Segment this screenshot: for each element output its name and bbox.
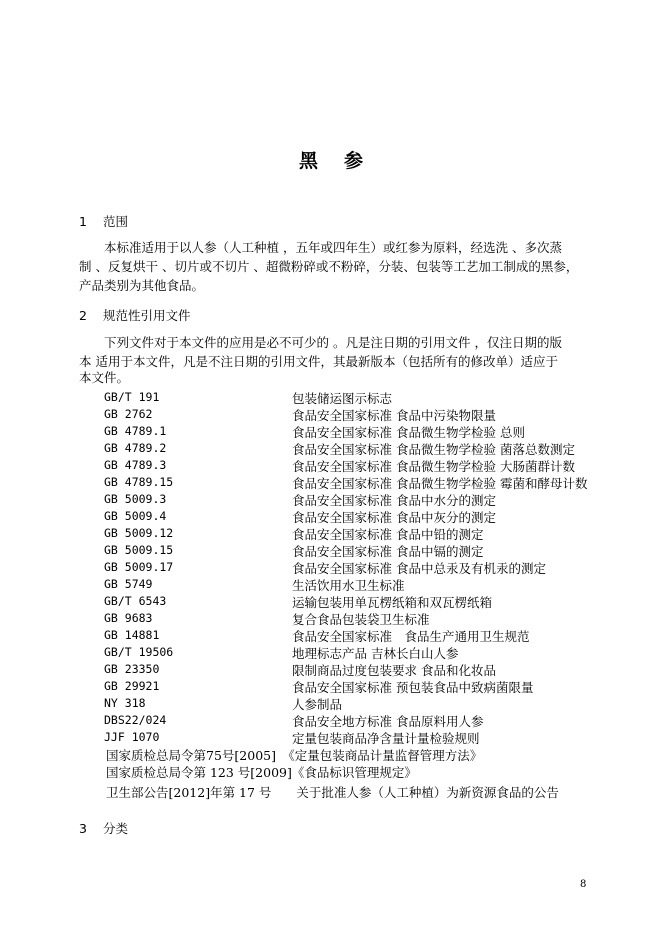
reference-title: 食品安全地方标准 食品原料用人参	[292, 714, 484, 729]
reference-title: 食品安全国家标准 食品中镉的测定	[292, 544, 484, 559]
reference-title: 人参制品	[292, 697, 343, 712]
reference-row	[0, 729, 662, 746]
reference-title: 复合食品包装袋卫生标准	[292, 612, 430, 627]
paragraph-line: 本文件。	[79, 370, 130, 385]
reference-row	[0, 440, 662, 457]
decree-text: 国家质检总局令第75号[2005] 《定量包装商品计量监督管理方法》	[106, 748, 483, 763]
reference-row	[0, 627, 662, 644]
decree-text: 国家质检总局令第 123 号[2009]《食品标识管理规定》	[106, 765, 417, 780]
reference-code: GB 4789.1	[104, 424, 167, 438]
reference-code: GB/T 6543	[104, 594, 167, 608]
reference-code: GB 23350	[104, 662, 160, 676]
section-title: 规范性引用文件	[103, 308, 191, 323]
reference-code: DBS22/024	[104, 713, 167, 727]
reference-code: GB/T 19506	[104, 645, 174, 659]
reference-code: NY 318	[104, 696, 146, 710]
reference-title: 生活饮用水卫生标准	[292, 578, 405, 593]
reference-code: GB/T 191	[104, 390, 160, 404]
reference-row	[0, 508, 662, 525]
section-number: 3	[79, 821, 87, 836]
reference-title: 食品安全国家标准 食品中污染物限量	[292, 408, 496, 423]
reference-title: 食品安全国家标准 食品微生物学检验 菌落总数测定	[292, 442, 575, 457]
reference-row	[0, 525, 662, 542]
section-heading-scope	[79, 212, 128, 230]
reference-row	[0, 406, 662, 423]
scope-paragraph	[79, 238, 609, 295]
reference-code: GB 5749	[104, 577, 153, 591]
paragraph-line: 本 适用于本文件，凡是不注日期的引用文件，其最新版本（包括所有的修改单）适应于	[79, 354, 558, 369]
reference-title: 食品安全国家标准 食品微生物学检验 大肠菌群计数	[292, 459, 575, 474]
reference-row	[0, 457, 662, 474]
reference-code: GB 5009.12	[104, 526, 174, 540]
reference-title: 定量包装商品净含量计量检验规则	[292, 731, 480, 746]
section-heading-classification	[79, 819, 128, 837]
reference-code: GB 9683	[104, 611, 153, 625]
reference-code: GB 5009.3	[104, 492, 167, 506]
reference-title: 食品安全国家标准 食品中总汞及有机汞的测定	[292, 561, 546, 576]
paragraph-line: 下列文件对于本文件的应用是必不可少的 。凡是注日期的引用文件 ，仅注日期的版	[104, 335, 562, 350]
reference-code: GB 4789.15	[104, 475, 174, 489]
reference-code: JJF 1070	[104, 730, 160, 744]
reference-row	[0, 491, 662, 508]
paragraph-line: 本标准适用于以人参（人工种植 ，五年或四年生）或红参为原料，经选洗 、多次蒸	[104, 240, 562, 255]
reference-row	[0, 661, 662, 678]
reference-row	[0, 542, 662, 559]
reference-code: GB 4789.3	[104, 458, 167, 472]
reference-code: GB 14881	[104, 628, 160, 642]
reference-title: 包装储运图示标志	[292, 391, 393, 406]
reference-row	[0, 695, 662, 712]
reference-row	[0, 389, 662, 406]
reference-row	[0, 610, 662, 627]
reference-title: 限制商品过度包装要求 食品和化妆品	[292, 663, 496, 678]
reference-code: GB 5009.4	[104, 509, 167, 523]
reference-title: 食品安全国家标准 食品中铅的测定	[292, 527, 484, 542]
decree-row	[0, 783, 662, 800]
reference-code: GB 2762	[104, 407, 153, 421]
section-heading-normative-references	[79, 306, 191, 324]
reference-row	[0, 474, 662, 491]
paragraph-line: 产品类别为其他食品。	[79, 278, 205, 293]
reference-title: 食品安全国家标准 预包装食品中致病菌限量	[292, 680, 534, 695]
reference-title: 食品安全国家标准 食品微生物学检验 霉菌和酵母计数	[292, 476, 588, 491]
reference-row	[0, 576, 662, 593]
reference-code: GB 5009.17	[104, 560, 174, 574]
reference-row	[0, 644, 662, 661]
page-title: 黑参	[298, 150, 389, 172]
references-intro-paragraph	[79, 333, 609, 387]
reference-row	[0, 678, 662, 695]
decree-row	[0, 763, 662, 780]
reference-code: GB 4789.2	[104, 441, 167, 455]
section-title: 分类	[103, 821, 129, 836]
decree-row	[0, 746, 662, 763]
reference-title: 运输包装用单瓦楞纸箱和双瓦楞纸箱	[292, 595, 493, 610]
reference-row	[0, 712, 662, 729]
reference-code: GB 29921	[104, 679, 160, 693]
reference-row	[0, 593, 662, 610]
page-number: 8	[580, 879, 587, 890]
reference-row	[0, 423, 662, 440]
reference-title: 食品安全国家标准 食品微生物学检验 总则	[292, 425, 525, 440]
reference-title: 食品安全国家标准 食品中水分的测定	[292, 493, 496, 508]
reference-row	[0, 559, 662, 576]
reference-title: 食品安全国家标准 食品生产通用卫生规范	[292, 629, 530, 644]
section-number: 1	[79, 214, 87, 229]
section-title: 范围	[103, 214, 129, 229]
paragraph-line: 制 、反复烘干 、切片或不切片 、超微粉碎或不粉碎，分装、包装等工艺加工制成的黑参，	[79, 259, 579, 274]
reference-title: 地理标志产品 吉林长白山人参	[292, 646, 459, 661]
reference-title: 食品安全国家标准 食品中灰分的测定	[292, 510, 496, 525]
reference-code: GB 5009.15	[104, 543, 174, 557]
decree-text: 卫生部公告[2012]年第 17 号 关于批准人参（人工种植）为新资源食品的公告	[106, 785, 559, 800]
section-number: 2	[79, 308, 87, 323]
